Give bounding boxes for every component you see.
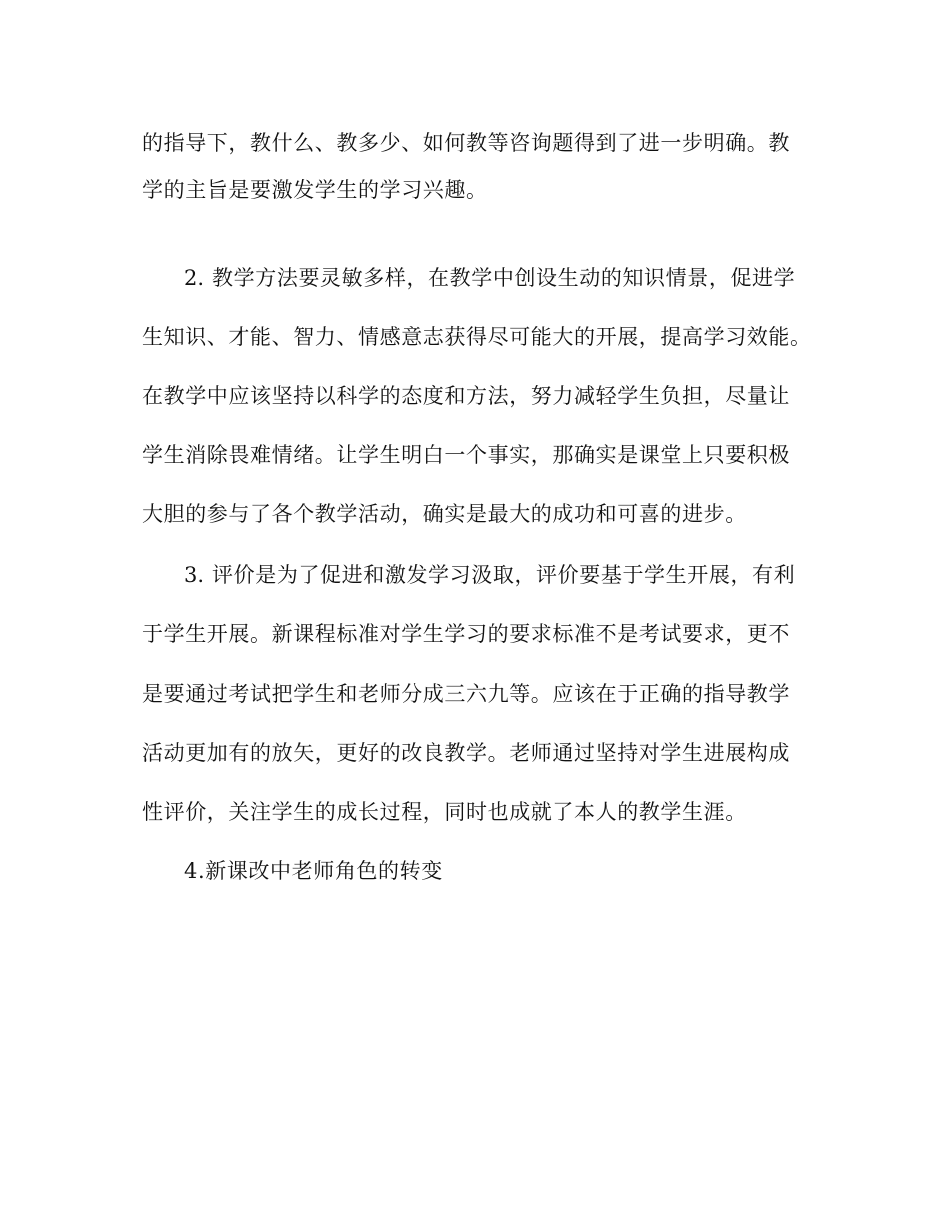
paragraph-line: 于学生开展。新课程标准对学生学习的要求标准不是考试要求，更不	[142, 622, 790, 646]
paragraph-line: 活动更加有的放矢，更好的改良教学。老师通过坚持对学生进展构成	[142, 741, 790, 765]
paragraph-line: 的指导下，教什么、教多少、如何教等咨询题得到了进一步明确。教	[142, 131, 790, 155]
paragraph-line: 学的主旨是要激发学生的学习兴趣。	[142, 178, 488, 202]
list-number: 2.	[184, 266, 205, 290]
paragraph-line: 评价是为了促进和激发学习汲取，评价要基于学生开展，有利	[212, 563, 796, 587]
paragraph-line: 生知识、才能、智力、情感意志获得尽可能大的开展，提高学习效能。	[142, 325, 812, 349]
paragraph-line: 性评价，关注学生的成长过程，同时也成就了本人的教学生涯。	[142, 800, 747, 824]
list-number: 3.	[184, 563, 205, 587]
paragraph-line: 在教学中应该坚持以科学的态度和方法，努力减轻学生负担，尽量让	[142, 384, 790, 408]
paragraph-line: 教学方法要灵敏多样，在教学中创设生动的知识情景，促进学	[212, 266, 796, 290]
numbered-paragraph-3-first-line	[184, 560, 795, 590]
numbered-paragraph-2-first-line	[184, 263, 795, 293]
section-heading: 4.新课改中老师角色的转变	[184, 859, 443, 883]
paragraph-line: 学生消除畏难情绪。让学生明白一个事实，那确实是课堂上只要积极	[142, 443, 790, 467]
paragraph-line: 大胆的参与了各个教学活动，确实是最大的成功和可喜的进步。	[142, 502, 747, 526]
paragraph-line: 是要通过考试把学生和老师分成三六九等。应该在于正确的指导教学	[142, 682, 790, 706]
